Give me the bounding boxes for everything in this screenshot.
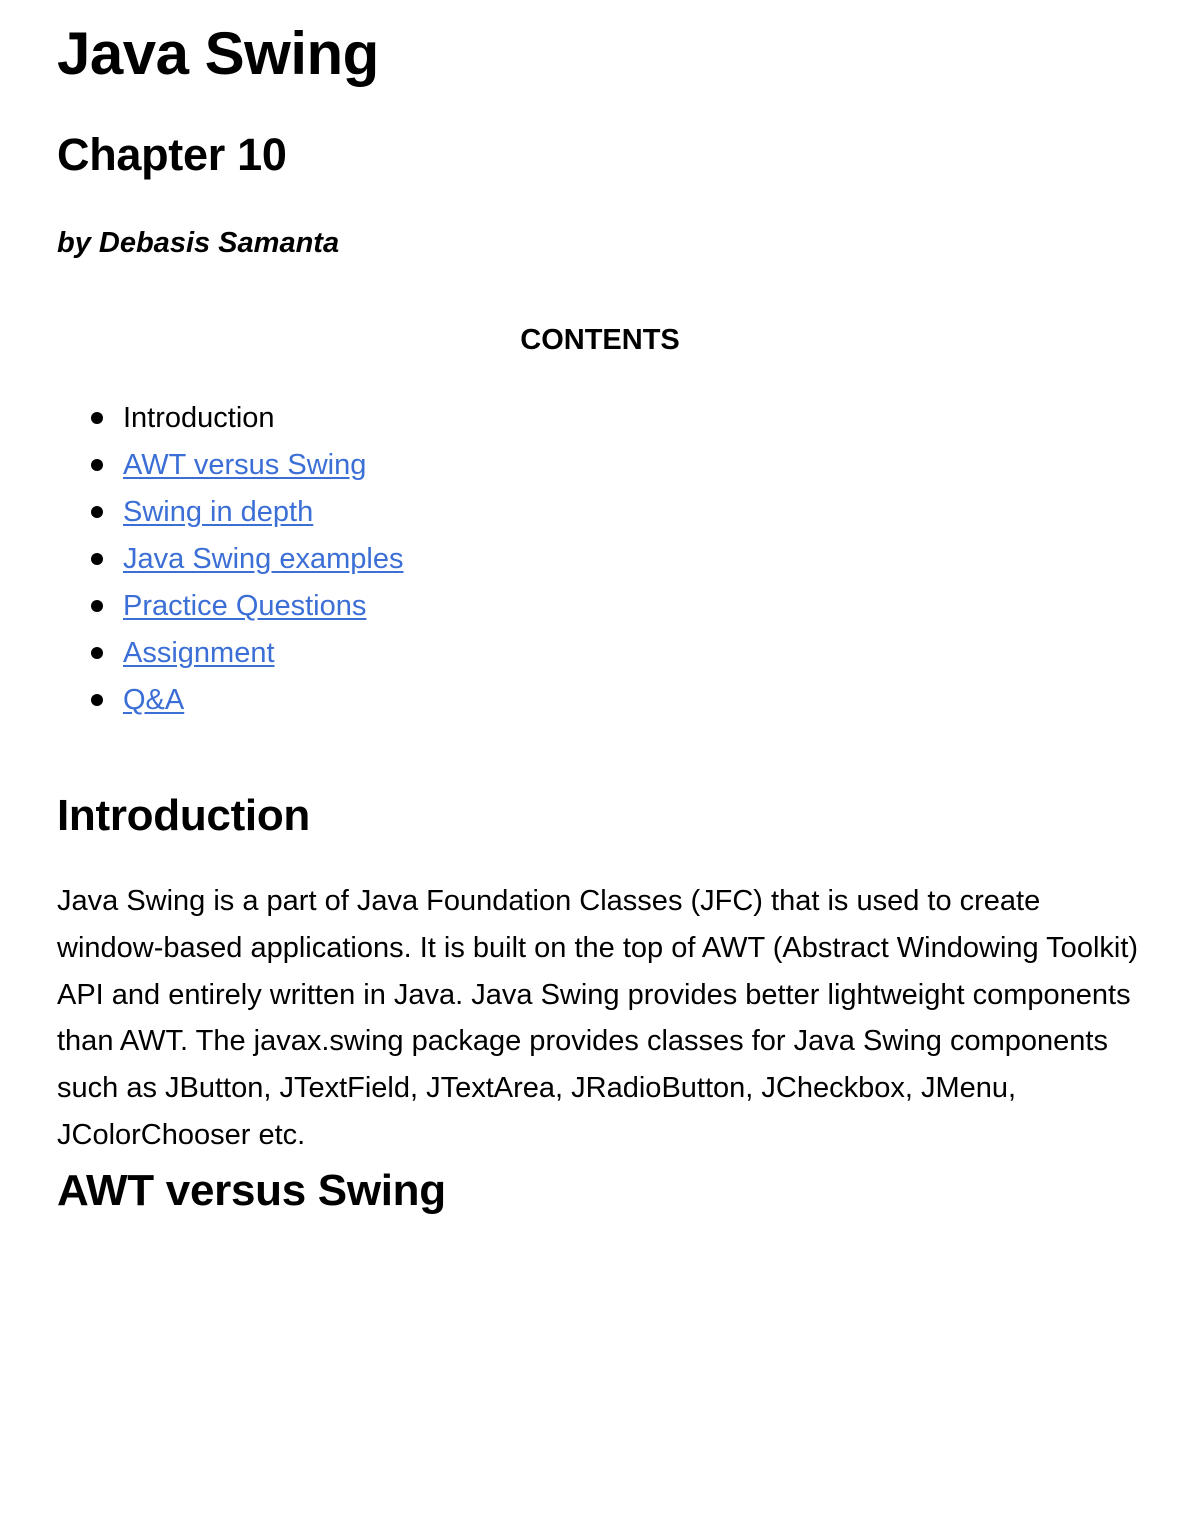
awt-versus-swing-heading: AWT versus Swing xyxy=(57,1166,446,1215)
bullet-icon xyxy=(91,506,103,518)
bullet-icon xyxy=(91,553,103,565)
toc-link-swing-in-depth[interactable]: Swing in depth xyxy=(123,496,314,528)
bullet-icon xyxy=(91,694,103,706)
author-byline: by Debasis Samanta xyxy=(57,227,340,259)
toc-link-practice-questions[interactable]: Practice Questions xyxy=(123,590,367,622)
toc-item-swing-in-depth xyxy=(57,490,403,537)
introduction-paragraph: Java Swing is a part of Java Foundation Classes (JFC) that is used to create window-based applications. It is built on the top of AWT (Abstract Windowing Toolkit) API and entirely written in Java. Java Swing provides better lightweight components than AWT. The javax.swing package provides classes for Java Swing components such as JButton, JTextField, JTextArea, JRadioButton, JCheckbox, JMenu, JColorChooser etc. xyxy=(57,885,1139,1151)
toc-link-qa[interactable]: Q&A xyxy=(123,684,185,716)
introduction-heading: Introduction xyxy=(57,791,311,840)
toc-item-practice-questions xyxy=(57,584,403,631)
bullet-icon xyxy=(91,412,103,424)
document-title: Java Swing xyxy=(57,20,379,87)
table-of-contents xyxy=(57,396,403,725)
chapter-heading: Chapter 10 xyxy=(57,129,287,180)
toc-item-qa xyxy=(57,678,403,725)
toc-link-java-swing-examples[interactable]: Java Swing examples xyxy=(123,543,404,575)
toc-item-assignment xyxy=(57,631,403,678)
bullet-icon xyxy=(91,647,103,659)
toc-link-awt-versus-swing[interactable]: AWT versus Swing xyxy=(123,449,367,481)
toc-link-assignment[interactable]: Assignment xyxy=(123,637,275,669)
toc-item-awt-versus-swing xyxy=(57,443,403,490)
bullet-icon xyxy=(91,459,103,471)
bullet-icon xyxy=(91,600,103,612)
toc-item-java-swing-examples xyxy=(57,537,403,584)
toc-item-label: Introduction xyxy=(123,402,275,434)
contents-heading: CONTENTS xyxy=(520,324,680,356)
toc-item-introduction xyxy=(57,396,403,443)
